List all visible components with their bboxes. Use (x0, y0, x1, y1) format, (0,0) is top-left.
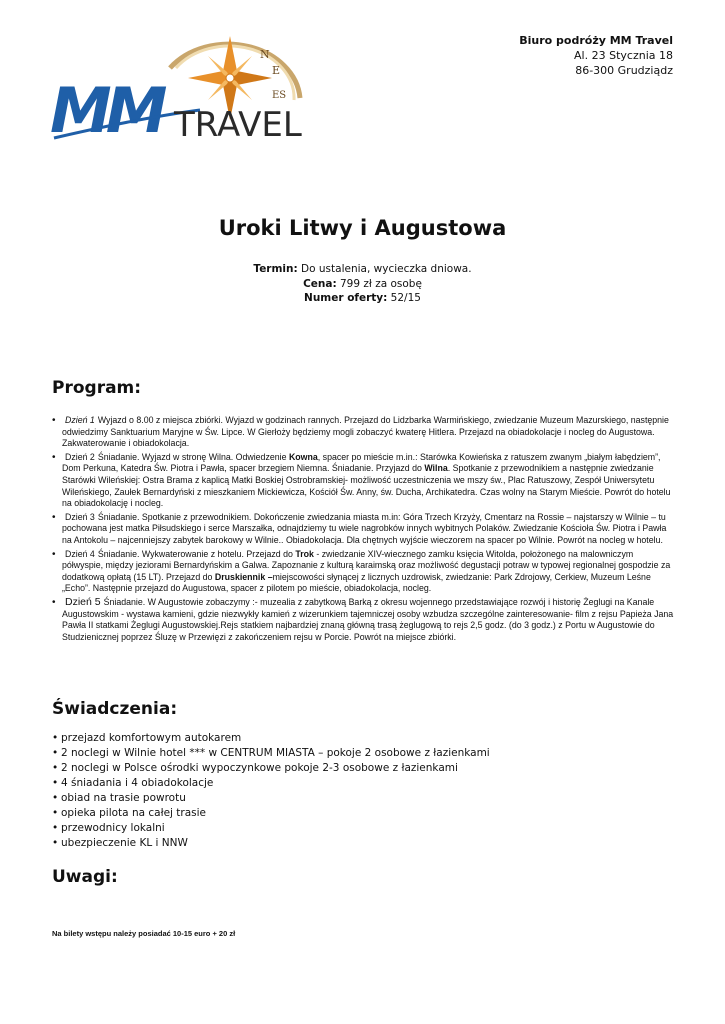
office-city: 86-300 Grudziądz (575, 64, 673, 77)
cena-value: 799 zł za osobę (336, 277, 422, 290)
office-street: Al. 23 Stycznia 18 (574, 49, 673, 62)
place-troki: Trok (295, 548, 314, 559)
list-item: • 2 noclegi w Wilnie hotel *** w CENTRUM MIASTA – pokoje 2 osobowe z łazienkami (52, 746, 490, 761)
list-item: • opieka pilota na całej trasie (52, 806, 490, 821)
uwagi-heading: Uwagi: (52, 867, 118, 887)
day-text: Śniadanie. W Augustowie zobaczymy :- muzealia z zabytkową Barką z okresu wojennego przedstawiające rozwój i historię Żeglugi na Kanale Augustowskim - wystawa kamieni, gdzie niezwykły kamień z wizerunkiem tajemniczej osoby wzbudza szczególne zainteresowanie- film z rejsu Papieża Jana Pawła II statkami Żeglugi Augustowskiej.Rejs statkiem najbardziej znaną główną trasą żeglugową to rejs 2,5 godz. (do 3 godz.) z Portu w Augustowie do Studzienicznej poprzez Śluzę w Przewięzi z zakończeniem rejsu w Porcie. Powrót na miejsce zbiórki. (62, 596, 674, 642)
day-text: - zwiedzanie XIV-wiecznego zamku księcia Witolda, położonego na malowniczym półwyspie, między jeziorami Bernardyńskim a Galwa. Zapoznanie z kulturą karaimską oraz możliwość degustacji potraw w typowej regionalnej gospodzie za dodatkową opłatą (15 LT). Przejazd do (62, 548, 671, 582)
termin-label: Termin: (253, 263, 298, 275)
termin-value: Do ustalenia, wycieczka dniowa. (297, 263, 472, 275)
svg-text:ES: ES (272, 90, 287, 101)
program-heading: Program: (52, 378, 142, 398)
program-day-4 (52, 549, 676, 595)
list-item: • obiad na trasie powrotu (52, 791, 490, 806)
list-item: • 2 noclegi w Polsce ośrodki wypoczynkowe pokoje 2-3 osobowe z łazienkami (52, 761, 490, 776)
program-day-3 (52, 512, 676, 547)
list-item: • przewodnicy lokalni (52, 821, 490, 836)
day-text: Wyjazd o 8.00 z miejsca zbiórki. Wyjazd w godzinach rannych. Przejazd do Lidzbarka Warmińskiego, zwiedzanie Muzeum Mazurskiego, następnie odwiedzimy Sanktuarium Maryjne w Św. Lipce. W Gierłoży będziemy mogli zobaczyć kwaterę Hitlera. Przejazd na obiadokolacje i nocleg do Augustowa. Zakwaterowanie i obiadokolacja. (62, 415, 669, 449)
list-item: • przejazd komfortowym autokarem (52, 731, 490, 746)
program-list (52, 415, 676, 645)
day-label: Dzień 2 (65, 451, 95, 462)
day-label: Dzień 3 (65, 511, 95, 522)
termin-line (0, 262, 725, 277)
numer-label: Numer oferty: (304, 292, 388, 304)
swiadczenia-list (52, 731, 490, 851)
swiadczenia-heading: Świadczenia: (52, 699, 178, 719)
svg-text:N: N (260, 48, 270, 61)
list-item: • ubezpieczenie KL i NNW (52, 836, 490, 851)
place-wilno: Wilna (424, 463, 448, 474)
page-title: Uroki Litwy i Augustowa (218, 216, 507, 240)
numer-value: 52/15 (387, 292, 421, 304)
svg-text:E: E (272, 64, 281, 77)
program-day-1 (52, 415, 676, 450)
place-druskienniki: Druskiennik – (214, 571, 273, 582)
day-text: miejscowości słynącej z licznych uzdrowisk, zwiedzanie: Park Zdrojowy, Cerkiew, Muzeum Leśne „Echo”. Następnie przejazd do Augustowa, spacer z pilotem po mieście, obiadokolacja, nocleg. (62, 571, 651, 594)
day-text: . Spotkanie z przewodnikiem a następnie zwiedzanie Starówki Wileńskiej: Ostra Brama z kaplicą Matki Boskiej Ostrobramskiej- możliwość uczestniczenia we mszy św., Plac Ratuszowy, Zespół Uniwersytetu Wileńskiego, Zaułek Bernardyński z mieszkaniem Mickiewicza, Kościół Św. Anny, św. Ducha, Archikatedra. Czas wolny na Starym Mieście. Powrót do hotelu na obiadokolację i nocleg. (62, 463, 671, 509)
uwagi-note: Na bilety wstępu należy posiadać 10-15 euro + 20 zł (52, 929, 236, 938)
day-text: Śniadanie. Wyjazd w stronę Wilna. Odwiedzenie (97, 451, 289, 462)
mm-travel-logo (50, 28, 308, 144)
cena-label: Cena: (303, 277, 337, 290)
cena-line (0, 277, 725, 292)
day-text: Śniadanie. Wykwaterowanie z hotelu. Przejazd do (97, 548, 296, 559)
office-name: Biuro podróży MM Travel (519, 34, 673, 47)
place-kowno: Kowna (288, 451, 318, 462)
day-text: , spacer po mieście m.in.: Starówka Kowieńska z ratuszem zwanym „białym łabędziem”, Dom Perkuna, Katedra Św. Piotra i Pawła, spacer brzegiem Niemna. Śniadanie. Przyjazd do (62, 451, 661, 474)
svg-text:TRAVEL: TRAVEL (174, 105, 302, 144)
svg-text:MM: MM (50, 74, 162, 144)
day-text: Śniadanie. Spotkanie z przewodnikiem. Dokończenie zwiedzania miasta m.in: Góra Trzech Krzyży, Cmentarz na Rossie – najstarszy w Wilnie – tu pochowana jest matka Piłsudskiego i serce Marszałka, odnajdziemy tu wiele nagrobków innych wybitnych Polaków. Zwiedzanie Kościoła Św. Piotra i Pawła na Antokolu – najcenniejszy zabytek barokowy w Wilnie.. Obiadokolacja. Dla chętnych wyjście wieczorem na spacer po Wilnie. Powrót na nocleg w hotelu. (62, 511, 667, 545)
list-item: • 4 śniadania i 4 obiadokolacje (52, 776, 490, 791)
day-label: Dzień 4 (65, 548, 95, 559)
offer-meta (0, 262, 725, 306)
day-label: Dzień 5 (65, 595, 101, 608)
day-label: Dzień 1 (65, 415, 95, 425)
program-day-2 (52, 452, 676, 510)
numer-line (0, 291, 725, 306)
program-day-5 (52, 597, 676, 643)
office-address (519, 33, 673, 78)
